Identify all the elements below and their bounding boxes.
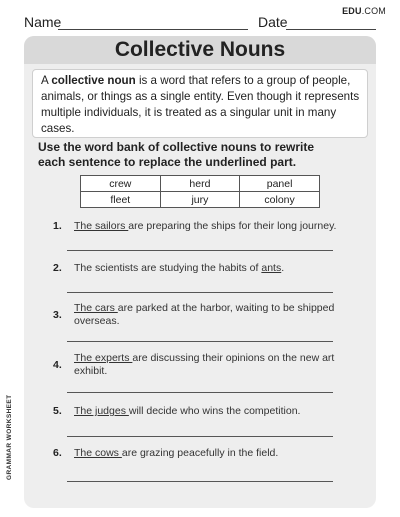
definition-box: [32, 69, 368, 138]
question-text: [74, 220, 346, 233]
side-label: GRAMMAR WORKSHEET: [6, 394, 13, 480]
question-number: 4.: [53, 359, 62, 371]
question-text: [74, 302, 346, 328]
definition-prefix: A: [41, 74, 52, 87]
word-bank-cell: fleet: [81, 192, 161, 208]
question-underlined: The cows: [74, 447, 122, 459]
word-bank-cell: colony: [240, 192, 320, 208]
word-bank-cell: jury: [160, 192, 240, 208]
word-bank-table: [80, 175, 320, 208]
answer-line[interactable]: [67, 250, 333, 251]
question-after: are parked at the harbor, waiting to be shipped overseas.: [74, 302, 335, 327]
question-after: are preparing the ships for their long journey.: [128, 220, 337, 232]
definition-text: is a word that refers to a group of people, animals, or things as a single entity. Even though it represents multiple individuals, it is treated as a singular unit in many cases.: [41, 74, 360, 135]
answer-line[interactable]: [67, 481, 333, 482]
question-number: 6.: [53, 447, 62, 459]
question-after: .: [281, 262, 285, 274]
question-number: 2.: [53, 262, 62, 274]
logo-suffix: .COM: [361, 6, 386, 16]
question-after: are grazing peacefully in the field.: [121, 447, 279, 459]
date-line: [286, 29, 376, 30]
question-text: [74, 405, 346, 418]
answer-line[interactable]: [67, 392, 333, 393]
word-bank-cell: crew: [81, 176, 161, 192]
word-bank-cell: panel: [240, 176, 320, 192]
question-underlined: The sailors: [74, 220, 129, 232]
logo: [342, 6, 386, 16]
question-underlined: ants: [261, 262, 282, 274]
word-bank-cell: herd: [160, 176, 240, 192]
answer-line[interactable]: [67, 341, 333, 342]
question-text: [74, 447, 346, 460]
question-text: [74, 352, 346, 378]
date-label: Date: [258, 14, 288, 30]
answer-line[interactable]: [67, 292, 333, 293]
question-text: [74, 262, 346, 275]
question-number: 1.: [53, 220, 62, 232]
word-bank-row: [81, 176, 320, 192]
question-number: 5.: [53, 405, 62, 417]
question-after: are discussing their opinions on the new art exhibit.: [74, 352, 335, 377]
name-line: [58, 29, 248, 30]
logo-main: EDU: [342, 6, 362, 16]
question-underlined: The experts: [74, 352, 133, 364]
word-bank-row: [81, 192, 320, 208]
question-after: will decide who wins the competition.: [128, 405, 301, 417]
instructions: Use the word bank of collective nouns to rewrite each sentence to replace the underlined part.: [38, 140, 315, 169]
question-number: 3.: [53, 309, 62, 321]
question-underlined: The cars: [74, 302, 118, 314]
page-title: Collective Nouns: [114, 38, 286, 61]
question-before: The scientists are studying the habits of: [74, 262, 262, 274]
definition-term: collective noun: [51, 74, 136, 87]
name-label: Name: [24, 14, 62, 30]
question-underlined: The judges: [74, 405, 129, 417]
answer-line[interactable]: [67, 436, 333, 437]
